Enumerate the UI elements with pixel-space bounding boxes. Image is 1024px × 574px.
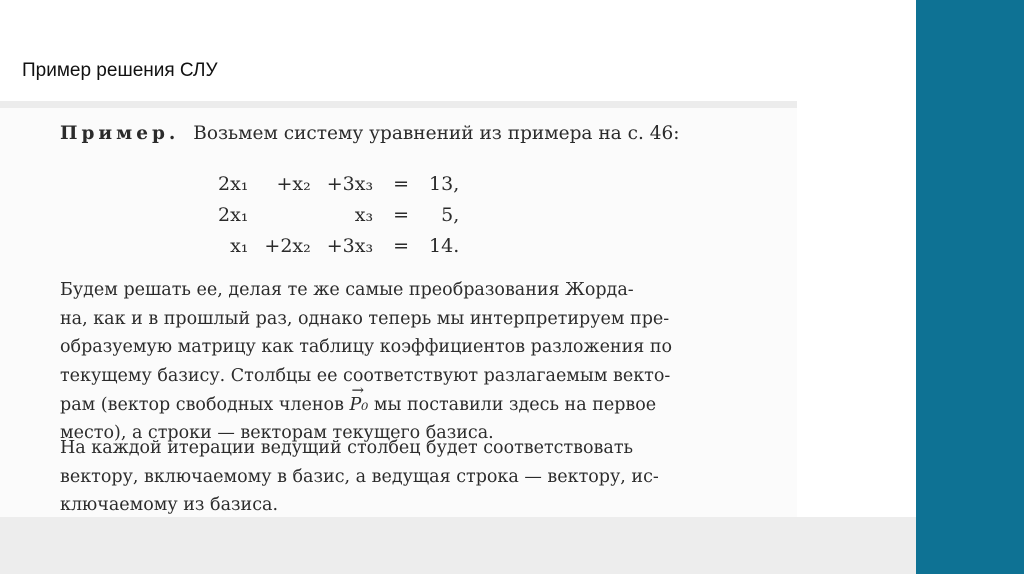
equation-term bbox=[256, 199, 318, 230]
equation-term: x₃ bbox=[354, 203, 374, 226]
line-text: мы поставили здесь на первое bbox=[373, 394, 657, 415]
paragraph-line: Будем решать ее, делая те же самые преобразования Жорда- bbox=[60, 280, 634, 300]
line-text: рам (вектор свободных членов bbox=[60, 394, 344, 415]
equation-row bbox=[210, 230, 467, 261]
equation-term: 2x₁ bbox=[218, 172, 249, 195]
equation-rhs: 13, bbox=[429, 172, 460, 195]
equation-rhs: 14. bbox=[429, 234, 460, 257]
equation-row bbox=[210, 168, 467, 199]
equation-term: x₁ bbox=[230, 234, 249, 257]
paragraph-line: ключаемому из базиса. bbox=[60, 495, 279, 516]
slide-title: Пример решения СЛУ bbox=[22, 60, 218, 81]
example-intro-text: Возьмем систему уравнений из примера на с. 46: bbox=[193, 123, 680, 144]
paragraph-iteration bbox=[60, 434, 659, 520]
equals-sign: = bbox=[393, 234, 410, 257]
bottom-band bbox=[0, 517, 916, 574]
scanned-page-image bbox=[0, 108, 797, 517]
example-intro-line bbox=[60, 123, 679, 144]
example-heading: Пример. bbox=[60, 123, 180, 144]
title-divider bbox=[0, 101, 797, 108]
accent-side-bar bbox=[916, 0, 1024, 574]
equals-sign: = bbox=[393, 203, 410, 226]
equation-rhs: 5, bbox=[441, 203, 460, 226]
equation-term: +3x₃ bbox=[326, 234, 374, 257]
vector-p0-symbol: → P₀ bbox=[350, 391, 369, 420]
paragraph-line-with-vector bbox=[60, 391, 672, 420]
equation-term: +2x₂ bbox=[264, 234, 311, 257]
equation-term: +3x₃ bbox=[326, 172, 374, 195]
equals-sign: = bbox=[393, 172, 410, 195]
paragraph-line: вектору, включаемому в базис, а ведущая строка — вектору, ис- bbox=[60, 466, 659, 487]
equation-system bbox=[210, 168, 467, 261]
paragraph-explanation bbox=[60, 276, 672, 448]
paragraph-line: На каждой итерации ведущий столбец будет соответствовать bbox=[60, 438, 634, 458]
paragraph-line: текущему базису. Столбцы ее соответствуют разлагаемым векто- bbox=[60, 366, 671, 387]
equation-term: +x₂ bbox=[276, 172, 311, 195]
equation-term: 2x₁ bbox=[218, 203, 249, 226]
paragraph-line: образуемую матрицу как таблицу коэффициентов разложения по bbox=[60, 337, 673, 358]
equation-row bbox=[210, 199, 467, 230]
paragraph-line: на, как и в прошлый раз, однако теперь мы интерпретируем пре- bbox=[60, 308, 670, 329]
paragraph-line: место), а строки — векторам текущего базиса. bbox=[60, 423, 494, 444]
